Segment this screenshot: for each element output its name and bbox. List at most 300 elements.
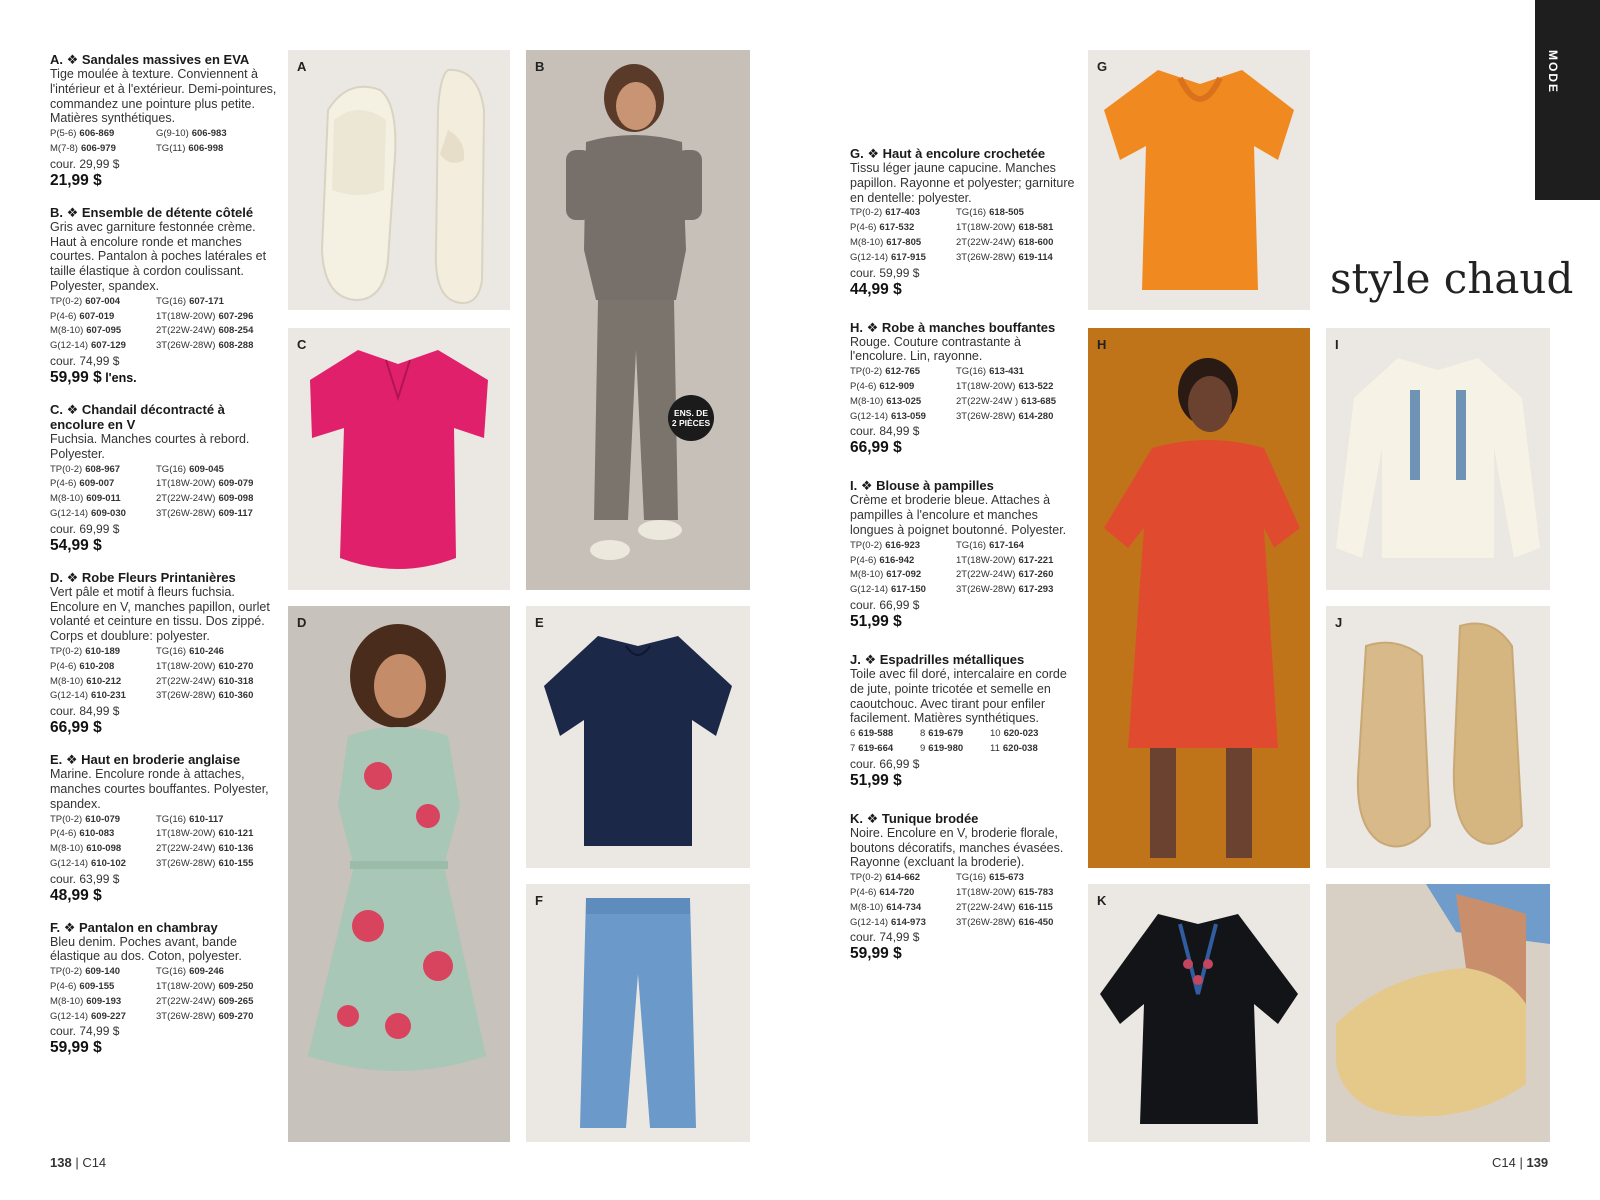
folio-left: 138 | C14 bbox=[50, 1155, 107, 1170]
regular-price: cour. 84,99 $ bbox=[850, 424, 920, 439]
size-option bbox=[50, 310, 156, 325]
size-option bbox=[956, 206, 1080, 221]
sale-price-value: 66,99 $ bbox=[50, 719, 102, 737]
photo-label: J bbox=[1335, 615, 1343, 630]
item-code: 606-998 bbox=[188, 142, 224, 154]
product-title: C. ❖ Chandail décontracté à encolure en V bbox=[50, 401, 225, 432]
size-label: G(12-14) bbox=[50, 507, 89, 519]
size-option bbox=[156, 645, 280, 660]
size-label: 10 bbox=[990, 728, 1001, 740]
size-label: M(8-10) bbox=[50, 325, 84, 337]
size-label: TP(0-2) bbox=[850, 539, 883, 551]
pants-illustration bbox=[526, 884, 750, 1142]
item-code: 610-155 bbox=[218, 857, 254, 869]
size-option bbox=[156, 689, 280, 704]
item-code: 609-227 bbox=[91, 1010, 126, 1022]
product-description: Tissu léger jaune capucine. Manches papillon. Rayonne et polyester; garniture en dentelle: polyester. bbox=[850, 161, 1075, 205]
product-title: J. ❖ Espadrilles métalliques bbox=[850, 651, 1025, 667]
size-grid bbox=[50, 295, 280, 354]
size-label: TP(0-2) bbox=[850, 207, 883, 219]
size-grid bbox=[850, 539, 1080, 598]
sandals-illustration bbox=[288, 50, 510, 310]
size-label: 1T(18W-20W) bbox=[156, 310, 216, 322]
item-code: 613-431 bbox=[989, 366, 1024, 378]
product-title: D. ❖ Robe Fleurs Printanières bbox=[50, 569, 236, 585]
size-option bbox=[990, 742, 1080, 757]
size-option bbox=[956, 871, 1080, 886]
photo-h-red-dress[interactable] bbox=[1088, 328, 1310, 868]
dress-illustration bbox=[288, 606, 510, 1142]
product-entry[interactable] bbox=[850, 811, 1080, 965]
item-code: 619-679 bbox=[928, 728, 964, 740]
sale-price-value: 59,99 $ bbox=[50, 1039, 102, 1057]
size-label: 6 bbox=[850, 728, 856, 740]
product-entry[interactable] bbox=[850, 146, 1080, 300]
item-code: 609-193 bbox=[86, 995, 122, 1007]
photo-label: I bbox=[1335, 337, 1339, 352]
size-option bbox=[850, 539, 956, 554]
item-code: 620-023 bbox=[1003, 728, 1039, 740]
item-code: 619-980 bbox=[928, 742, 964, 754]
size-label: 2T(22W-24W) bbox=[156, 843, 216, 855]
section-tab[interactable] bbox=[1535, 0, 1600, 200]
size-option bbox=[156, 827, 280, 842]
size-label: P(5-6) bbox=[50, 128, 77, 140]
sale-price bbox=[50, 536, 280, 556]
size-label: P(4-6) bbox=[850, 886, 877, 898]
top-illustration bbox=[1088, 50, 1310, 310]
item-code: 618-600 bbox=[1018, 236, 1054, 248]
item-code: 620-038 bbox=[1002, 742, 1038, 754]
size-label: 2T(22W-24W) bbox=[156, 675, 216, 687]
item-code: 613-522 bbox=[1018, 380, 1054, 392]
item-code: 608-288 bbox=[218, 340, 254, 352]
photo-label: D bbox=[297, 615, 307, 630]
item-code: 609-265 bbox=[218, 995, 254, 1007]
size-option bbox=[156, 857, 280, 872]
size-label: G(12-14) bbox=[850, 916, 889, 928]
size-option bbox=[990, 727, 1080, 742]
page-number: 139 bbox=[1526, 1155, 1549, 1170]
blouse-illustration bbox=[1326, 328, 1550, 590]
size-option bbox=[850, 568, 956, 583]
regular-price: cour. 66,99 $ bbox=[850, 597, 920, 612]
size-label: M(8-10) bbox=[850, 395, 884, 407]
headline: style chaud bbox=[1330, 254, 1574, 303]
size-option bbox=[156, 142, 280, 157]
size-label: G(12-14) bbox=[50, 690, 89, 702]
size-grid bbox=[50, 965, 280, 1024]
product-entry[interactable] bbox=[50, 52, 280, 191]
size-option bbox=[50, 689, 156, 704]
regular-price: cour. 66,99 $ bbox=[850, 756, 920, 771]
sale-price bbox=[50, 171, 280, 191]
size-option bbox=[156, 980, 280, 995]
size-label: G(12-14) bbox=[50, 340, 89, 352]
size-grid bbox=[50, 813, 280, 872]
item-code: 610-098 bbox=[86, 843, 122, 855]
product-entry[interactable] bbox=[850, 320, 1080, 459]
sale-price bbox=[850, 771, 1080, 791]
size-option bbox=[156, 660, 280, 675]
size-option bbox=[156, 310, 280, 325]
item-code: 619-588 bbox=[858, 728, 894, 740]
item-code: 607-129 bbox=[91, 340, 126, 352]
size-option bbox=[956, 901, 1080, 916]
regular-price: cour. 29,99 $ bbox=[50, 156, 120, 171]
size-label: M(8-10) bbox=[50, 493, 84, 505]
size-label: 1T(18W-20W) bbox=[156, 981, 216, 993]
product-description: Rouge. Couture contrastante à l'encolure. Lin, rayonne. bbox=[850, 334, 1021, 364]
size-option bbox=[850, 221, 956, 236]
size-option bbox=[50, 645, 156, 660]
size-label: M(8-10) bbox=[850, 569, 884, 581]
size-option bbox=[956, 221, 1080, 236]
size-label: M(8-10) bbox=[50, 995, 84, 1007]
size-label: TG(16) bbox=[156, 463, 187, 475]
size-label: 7 bbox=[850, 742, 856, 754]
size-option bbox=[50, 324, 156, 339]
size-option bbox=[920, 742, 990, 757]
size-label: G(9-10) bbox=[156, 128, 189, 140]
photo-b-lounge-set[interactable] bbox=[526, 50, 750, 590]
product-title: G. ❖ Haut à encolure crochetée bbox=[850, 146, 1046, 161]
right-product-column bbox=[850, 146, 1080, 984]
tunic-illustration bbox=[1088, 884, 1310, 1142]
sale-price bbox=[850, 280, 1080, 300]
size-option bbox=[850, 916, 956, 931]
photo-e-navy-top[interactable] bbox=[526, 606, 750, 868]
item-code: 616-450 bbox=[1018, 916, 1054, 928]
size-option bbox=[50, 339, 156, 354]
size-label: 3T(26W-28W) bbox=[156, 1010, 216, 1022]
product-title: H. ❖ Robe à manches bouffantes bbox=[850, 319, 1056, 335]
size-label: TP(0-2) bbox=[50, 813, 83, 825]
sale-price-value: 59,99 $ bbox=[850, 945, 902, 963]
product-description: Toile avec fil doré, intercalaire en corde de jute, pointe tricotée et semelle en caoutchouc. Avec tirant pour enfiler facilement. Matières synthétiques. bbox=[850, 666, 1067, 726]
sale-price-value: 44,99 $ bbox=[850, 280, 902, 298]
item-code: 607-004 bbox=[85, 295, 121, 307]
size-option bbox=[850, 365, 956, 380]
size-label: M(8-10) bbox=[850, 236, 884, 248]
item-code: 610-079 bbox=[85, 813, 121, 825]
product-entry[interactable] bbox=[50, 205, 280, 388]
size-label: 3T(26W-28W) bbox=[956, 251, 1016, 263]
size-option bbox=[850, 206, 956, 221]
sale-price bbox=[50, 1038, 280, 1058]
size-label: 2T(22W-24W) bbox=[956, 236, 1016, 248]
size-label: P(4-6) bbox=[850, 554, 877, 566]
item-code: 614-734 bbox=[886, 901, 922, 913]
size-label: M(8-10) bbox=[850, 901, 884, 913]
photo-label: C bbox=[297, 337, 307, 352]
photo-c-fuchsia-top[interactable] bbox=[288, 328, 510, 590]
size-label: 3T(26W-28W) bbox=[156, 507, 216, 519]
item-code: 618-505 bbox=[989, 207, 1024, 219]
size-label: 3T(26W-28W) bbox=[956, 584, 1016, 596]
size-option bbox=[50, 980, 156, 995]
item-code: 607-019 bbox=[79, 310, 115, 322]
catalog-code: C14 bbox=[1492, 1155, 1516, 1170]
dress-illustration bbox=[1088, 328, 1310, 868]
photo-espadrilles-worn[interactable] bbox=[1326, 884, 1550, 1142]
item-code: 609-250 bbox=[218, 981, 254, 993]
product-entry[interactable] bbox=[50, 920, 280, 1059]
item-code: 609-030 bbox=[91, 507, 126, 519]
size-label: 11 bbox=[990, 742, 1000, 754]
item-code: 619-114 bbox=[1018, 251, 1053, 263]
item-code: 610-083 bbox=[79, 828, 115, 840]
size-option bbox=[156, 127, 280, 142]
product-entry[interactable] bbox=[50, 752, 280, 906]
item-code: 617-164 bbox=[989, 539, 1024, 551]
product-description: Noire. Encolure en V, broderie florale, boutons décoratifs, manches évasées. Rayonne (excluant la broderie). bbox=[850, 825, 1064, 870]
photo-f-chambray-pants[interactable] bbox=[526, 884, 750, 1142]
sale-price bbox=[850, 612, 1080, 632]
item-code: 617-260 bbox=[1018, 569, 1054, 581]
item-code: 610-102 bbox=[91, 857, 126, 869]
size-label: 2T(22W-24W) bbox=[156, 325, 216, 337]
size-label: 1T(18W-20W) bbox=[956, 554, 1016, 566]
size-option bbox=[956, 916, 1080, 931]
item-code: 609-117 bbox=[218, 507, 253, 519]
item-code: 617-092 bbox=[886, 569, 922, 581]
sale-price bbox=[50, 886, 280, 906]
size-option bbox=[156, 1010, 280, 1025]
product-title: B. ❖ Ensemble de détente côtelé bbox=[50, 204, 254, 220]
catalog-code: C14 bbox=[82, 1155, 107, 1170]
photo-label: G bbox=[1097, 59, 1108, 74]
size-label: 3T(26W-28W) bbox=[156, 690, 216, 702]
size-option bbox=[50, 857, 156, 872]
product-description: Fuchsia. Manches courtes à rebord. Polyester. bbox=[50, 431, 250, 461]
item-code: 612-765 bbox=[885, 366, 921, 378]
item-code: 614-662 bbox=[885, 872, 921, 884]
size-option bbox=[956, 583, 1080, 598]
size-label: TG(16) bbox=[956, 872, 987, 884]
item-code: 609-098 bbox=[218, 493, 254, 505]
item-code: 610-136 bbox=[218, 843, 254, 855]
regular-price: cour. 69,99 $ bbox=[50, 521, 120, 536]
regular-price: cour. 84,99 $ bbox=[50, 704, 120, 719]
size-label: 1T(18W-20W) bbox=[156, 660, 216, 672]
size-label: 2T(22W-24W) bbox=[156, 995, 216, 1007]
shoes-illustration bbox=[1326, 606, 1550, 868]
size-option bbox=[156, 463, 280, 478]
item-code: 617-293 bbox=[1018, 584, 1054, 596]
size-option bbox=[50, 295, 156, 310]
size-label: TG(16) bbox=[956, 539, 987, 551]
product-entry[interactable] bbox=[850, 652, 1080, 791]
item-code: 618-581 bbox=[1018, 222, 1054, 234]
size-label: TP(0-2) bbox=[850, 366, 883, 378]
product-title: A. ❖ Sandales massives en EVA bbox=[50, 52, 250, 67]
item-code: 608-254 bbox=[218, 325, 254, 337]
size-label: 3T(26W-28W) bbox=[156, 340, 216, 352]
size-option bbox=[956, 886, 1080, 901]
size-label: M(8-10) bbox=[50, 843, 84, 855]
size-grid bbox=[50, 463, 280, 522]
regular-price: cour. 74,99 $ bbox=[50, 1024, 120, 1039]
photo-i-tassel-blouse[interactable] bbox=[1326, 328, 1550, 590]
regular-price: cour. 74,99 $ bbox=[850, 930, 920, 945]
size-label: 3T(26W-28W) bbox=[956, 916, 1016, 928]
item-code: 610-318 bbox=[218, 675, 254, 687]
size-label: P(4-6) bbox=[850, 222, 877, 234]
item-code: 609-045 bbox=[189, 463, 224, 475]
item-code: 609-140 bbox=[85, 966, 121, 978]
item-code: 610-360 bbox=[218, 690, 254, 702]
regular-price: cour. 59,99 $ bbox=[850, 265, 920, 280]
size-label: 1T(18W-20W) bbox=[956, 380, 1016, 392]
sale-price-value: 48,99 $ bbox=[50, 886, 102, 904]
size-option bbox=[156, 813, 280, 828]
item-code: 617-915 bbox=[891, 251, 926, 263]
size-label: TG(16) bbox=[956, 207, 987, 219]
size-option bbox=[50, 675, 156, 690]
item-code: 610-270 bbox=[218, 660, 254, 672]
item-code: 617-150 bbox=[891, 584, 926, 596]
size-label: 2T(22W-24W) bbox=[156, 493, 216, 505]
size-label: G(12-14) bbox=[850, 410, 889, 422]
item-code: 613-685 bbox=[1021, 395, 1056, 407]
two-piece-badge bbox=[668, 395, 714, 441]
size-option bbox=[156, 507, 280, 522]
size-option bbox=[956, 380, 1080, 395]
sale-price-value: 59,99 $ bbox=[50, 368, 102, 386]
product-description: Marine. Encolure ronde à attaches, manches courtes bouffantes. Polyester, spandex. bbox=[50, 767, 269, 811]
size-option bbox=[50, 827, 156, 842]
size-label: G(12-14) bbox=[50, 857, 89, 869]
size-option bbox=[956, 395, 1080, 410]
product-entry[interactable] bbox=[50, 402, 280, 556]
photo-a-sandals[interactable] bbox=[288, 50, 510, 310]
size-option bbox=[956, 236, 1080, 251]
size-option bbox=[850, 886, 956, 901]
item-code: 615-783 bbox=[1018, 886, 1054, 898]
regular-price: cour. 63,99 $ bbox=[50, 871, 120, 886]
size-label: P(4-6) bbox=[50, 981, 77, 993]
item-code: 610-121 bbox=[218, 828, 254, 840]
sale-price bbox=[50, 718, 280, 738]
item-code: 616-923 bbox=[885, 539, 921, 551]
photo-label: H bbox=[1097, 337, 1107, 352]
size-label: TG(16) bbox=[156, 966, 187, 978]
item-code: 616-115 bbox=[1018, 901, 1053, 913]
item-code: 610-208 bbox=[79, 660, 115, 672]
photo-label: K bbox=[1097, 893, 1107, 908]
product-entry[interactable] bbox=[50, 570, 280, 738]
item-code: 613-025 bbox=[886, 395, 922, 407]
size-label: 1T(18W-20W) bbox=[156, 478, 216, 490]
item-code: 607-296 bbox=[218, 310, 254, 322]
size-option bbox=[156, 995, 280, 1010]
sale-price-value: 21,99 $ bbox=[50, 171, 102, 189]
size-label: TP(0-2) bbox=[50, 463, 83, 475]
item-code: 610-189 bbox=[85, 645, 121, 657]
photo-g-orange-top[interactable] bbox=[1088, 50, 1310, 310]
size-option bbox=[920, 727, 990, 742]
size-label: P(4-6) bbox=[850, 380, 877, 392]
photo-label: F bbox=[535, 893, 543, 908]
item-code: 609-155 bbox=[79, 981, 115, 993]
product-description: Tige moulée à texture. Conviennent à l'intérieur et à l'extérieur. Demi-pointures, commandez une pointure plus petite. Matières synthétiques. bbox=[50, 67, 277, 126]
size-option bbox=[50, 477, 156, 492]
size-grid bbox=[850, 206, 1080, 265]
product-description: Crème et broderie bleue. Attaches à pampilles à l'encolure et manches longues à poignet boutonné. Polyester. bbox=[850, 493, 1067, 537]
badge-line-1: ENS. DE bbox=[673, 408, 708, 418]
size-option bbox=[50, 995, 156, 1010]
sale-price-value: 54,99 $ bbox=[50, 536, 102, 554]
size-label: TG(16) bbox=[156, 295, 187, 307]
item-code: 609-011 bbox=[86, 493, 121, 505]
size-option bbox=[956, 410, 1080, 425]
item-code: 613-059 bbox=[891, 410, 926, 422]
regular-price: cour. 74,99 $ bbox=[50, 353, 120, 368]
item-code: 617-403 bbox=[885, 207, 921, 219]
size-label: G(12-14) bbox=[850, 584, 889, 596]
size-label: TP(0-2) bbox=[50, 295, 83, 307]
size-option bbox=[850, 727, 920, 742]
size-option bbox=[956, 554, 1080, 569]
product-description: Vert pâle et motif à fleurs fuchsia. Encolure en V, manches papillon, ourlet volanté et ceinture en tissu. Dos zippé. Corps et doublure: polyester. bbox=[50, 584, 270, 644]
photo-k-embroidered-tunic[interactable] bbox=[1088, 884, 1310, 1142]
top-illustration bbox=[526, 606, 750, 868]
size-option bbox=[50, 842, 156, 857]
size-option bbox=[850, 901, 956, 916]
size-label: G(12-14) bbox=[850, 251, 889, 263]
size-option bbox=[156, 295, 280, 310]
sale-price-value: 51,99 $ bbox=[850, 771, 902, 789]
photo-d-floral-dress[interactable] bbox=[288, 606, 510, 1142]
size-option bbox=[850, 554, 956, 569]
item-code: 612-909 bbox=[879, 380, 915, 392]
size-option bbox=[50, 965, 156, 980]
size-option bbox=[850, 380, 956, 395]
size-label: TP(0-2) bbox=[850, 872, 883, 884]
item-code: 606-869 bbox=[79, 128, 115, 140]
product-entry[interactable] bbox=[850, 478, 1080, 632]
size-label: 2T(22W-24W ) bbox=[956, 395, 1019, 407]
item-code: 610-117 bbox=[189, 813, 224, 825]
size-option bbox=[50, 127, 156, 142]
size-option bbox=[156, 675, 280, 690]
item-code: 619-664 bbox=[858, 742, 894, 754]
left-product-column bbox=[50, 52, 280, 1072]
item-code: 609-079 bbox=[218, 478, 254, 490]
item-code: 610-246 bbox=[189, 645, 224, 657]
sale-price-value: 66,99 $ bbox=[850, 439, 902, 457]
photo-label: A bbox=[297, 59, 307, 74]
size-label: 9 bbox=[920, 742, 926, 754]
size-option bbox=[850, 395, 956, 410]
size-label: TP(0-2) bbox=[50, 966, 83, 978]
size-option bbox=[956, 365, 1080, 380]
photo-label: E bbox=[535, 615, 544, 630]
product-description: Gris avec garniture festonnée crème. Haut à encolure ronde et manches courtes. Pantalon à poches latérales et taille élastique à cordon coulissant. Polyester, spandex. bbox=[50, 219, 267, 293]
size-label: P(4-6) bbox=[50, 660, 77, 672]
sale-price bbox=[50, 368, 280, 388]
size-label: TG(16) bbox=[156, 645, 187, 657]
size-option bbox=[850, 236, 956, 251]
size-label: 1T(18W-20W) bbox=[156, 828, 216, 840]
item-code: 614-280 bbox=[1018, 410, 1054, 422]
size-option bbox=[850, 871, 956, 886]
size-option bbox=[956, 251, 1080, 266]
photo-j-espadrilles[interactable] bbox=[1326, 606, 1550, 868]
photo-label: B bbox=[535, 59, 545, 74]
sale-price bbox=[850, 944, 1080, 964]
